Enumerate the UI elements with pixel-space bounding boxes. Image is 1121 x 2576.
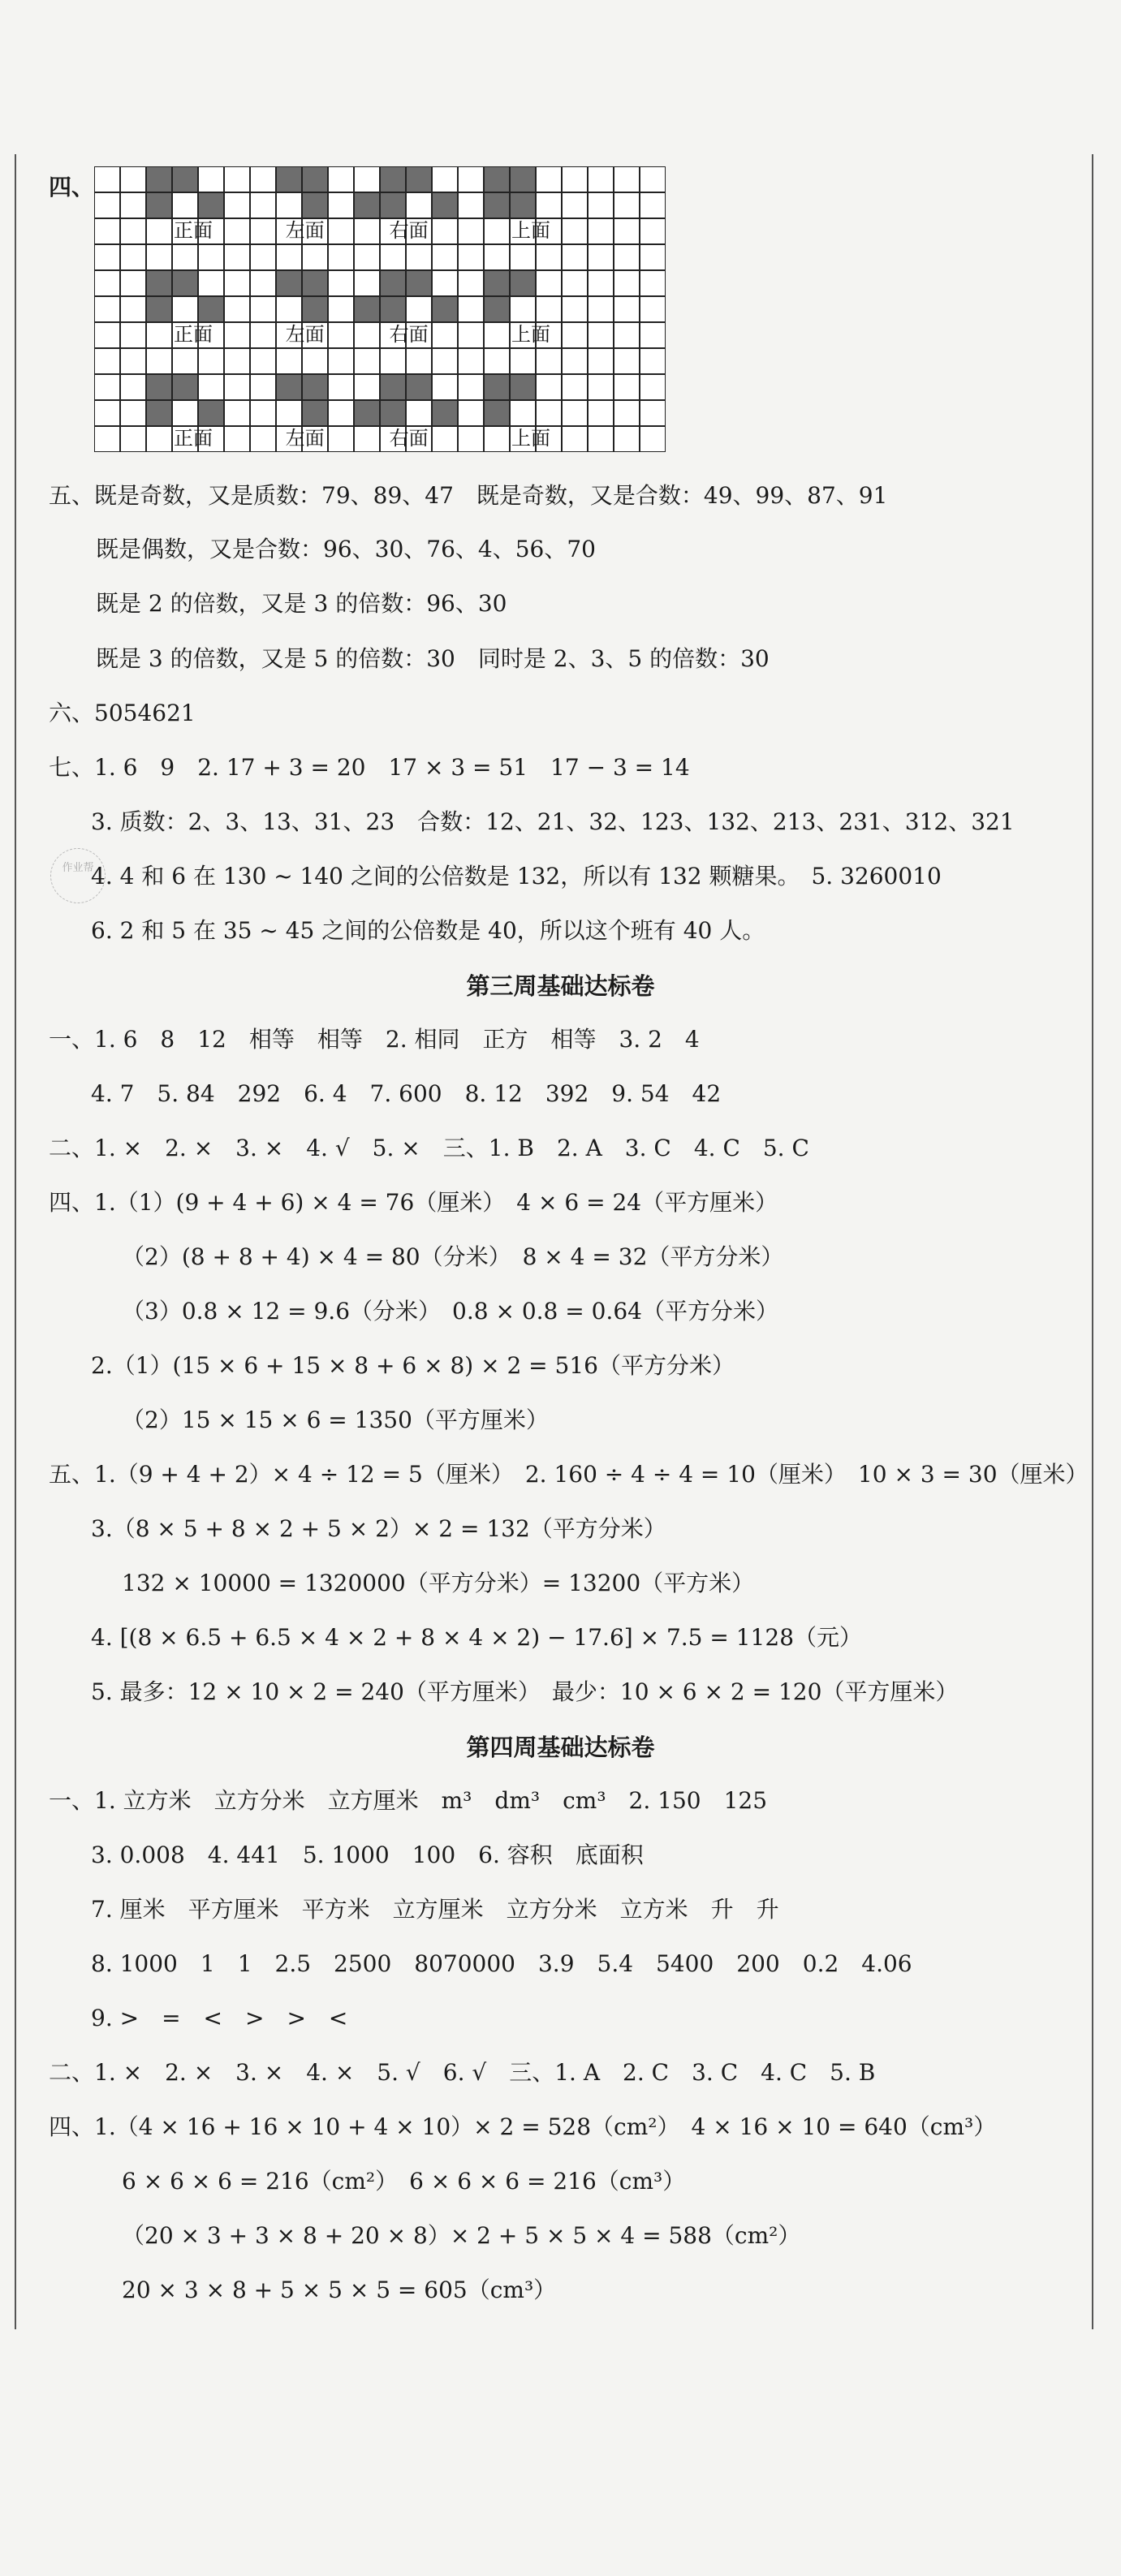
grid-cell: [250, 270, 276, 296]
page-left-rule: [15, 154, 16, 2329]
grid-cell: [94, 244, 120, 270]
grid-cell: [588, 374, 614, 400]
line-5-4: 既是 3 的倍数，又是 5 的倍数：30 同时是 2、3、5 的倍数：30: [96, 645, 770, 672]
grid-cell: [614, 374, 640, 400]
grid-cell: [198, 348, 224, 374]
grid-cell: [172, 296, 198, 322]
grid-cell: [224, 244, 250, 270]
grid-cell: [458, 348, 484, 374]
grid-cell: [562, 296, 588, 322]
grid-cell: [354, 348, 380, 374]
watermark-stamp: [50, 848, 106, 903]
grid-cell: [380, 400, 406, 426]
w3-line-9: 五、1.（9 + 4 + 2）× 4 ÷ 12 = 5（厘米） 2. 160 ÷ 4 ÷ 4 = 10（厘米） 10 × 3 = 30（厘米）: [49, 1461, 1089, 1488]
grid-cell: [562, 244, 588, 270]
view-label: 上面: [511, 219, 550, 242]
grid-cell: [484, 348, 510, 374]
page-right-rule: [1092, 154, 1093, 2329]
grid-cell: [198, 296, 224, 322]
grid-cell: [432, 218, 458, 244]
w4-line-9: （20 × 3 + 3 × 8 + 20 × 8）× 2 + 5 × 5 × 4 = 588（cm²）: [122, 2222, 801, 2249]
grid-cell: [250, 374, 276, 400]
grid-cell: [224, 166, 250, 192]
grid-cell: [198, 166, 224, 192]
grid-cell: [562, 374, 588, 400]
grid-cell: [172, 166, 198, 192]
grid-cell: [354, 400, 380, 426]
grid-cell: [406, 400, 432, 426]
grid-cell: [146, 218, 172, 244]
grid-cell: [458, 374, 484, 400]
grid-cell: [120, 218, 146, 244]
grid-cell: [250, 244, 276, 270]
grid-cell: [302, 270, 328, 296]
w3-line-7: 2.（1）(15 × 6 + 15 × 8 + 6 × 8) × 2 = 516（平方分米）: [91, 1352, 735, 1379]
grid-cell: [328, 244, 354, 270]
grid-cell: [146, 374, 172, 400]
grid-cell: [120, 426, 146, 452]
grid-cell: [380, 166, 406, 192]
grid-cell: [250, 296, 276, 322]
grid-cell: [406, 348, 432, 374]
grid-cell: [354, 166, 380, 192]
grid-cell: [536, 192, 562, 218]
grid-cell: [328, 296, 354, 322]
grid-cell: [562, 426, 588, 452]
grid-cell: [484, 374, 510, 400]
grid-cell: [640, 426, 666, 452]
grid-cell: [146, 192, 172, 218]
grid-cell: [354, 192, 380, 218]
grid-cell: [432, 348, 458, 374]
grid-cell: [94, 270, 120, 296]
grid-cell: [120, 296, 146, 322]
grid-cell: [510, 192, 536, 218]
grid-cell: [536, 374, 562, 400]
grid-cell: [640, 270, 666, 296]
grid-cell: [588, 348, 614, 374]
grid-cell: [328, 374, 354, 400]
grid-cell: [302, 244, 328, 270]
grid-cell: [302, 166, 328, 192]
grid-cell: [224, 270, 250, 296]
grid-cell: [614, 218, 640, 244]
grid-cell: [588, 400, 614, 426]
grid-cell: [484, 244, 510, 270]
grid-cell: [432, 270, 458, 296]
grid-cell: [146, 244, 172, 270]
grid-cell: [354, 426, 380, 452]
grid-cell: [120, 322, 146, 348]
grid-cell: [614, 400, 640, 426]
grid-cell: [120, 374, 146, 400]
grid-cell: [640, 244, 666, 270]
grid-cell: [354, 322, 380, 348]
grid-cell: [640, 296, 666, 322]
question-number: 四、: [49, 174, 95, 200]
w4-line-6: 二、1. × 2. × 3. × 4. × 5. √ 6. √ 三、1. A 2. C 3. C 4. C 5. B: [49, 2059, 876, 2086]
view-label: 右面: [389, 427, 429, 450]
grid-cell: [250, 166, 276, 192]
w3-line-1: 一、1. 6 8 12 相等 相等 2. 相同 正方 相等 3. 2 4: [49, 1026, 700, 1053]
w3-line-5: （2）(8 + 8 + 4) × 4 = 80（分米） 8 × 4 = 32（平方分米）: [122, 1243, 784, 1270]
grid-cell: [276, 270, 302, 296]
grid-cell: [146, 426, 172, 452]
grid-cell: [380, 296, 406, 322]
grid-cell: [458, 270, 484, 296]
grid-cell: [250, 192, 276, 218]
grid-cell: [276, 400, 302, 426]
grid-cell: [224, 322, 250, 348]
grid-cell: [224, 400, 250, 426]
grid-cell: [146, 296, 172, 322]
view-label: 右面: [389, 219, 429, 242]
line-7-6: 6. 2 和 5 在 35 ~ 45 之间的公倍数是 40，所以这个班有 40 人。: [91, 917, 765, 944]
grid-cell: [224, 296, 250, 322]
line-5-1: 五、既是奇数，又是质数：79、89、47 既是奇数，又是合数：49、99、87、91: [49, 482, 888, 509]
grid-cell: [250, 348, 276, 374]
grid-cell: [354, 270, 380, 296]
grid-cell: [458, 218, 484, 244]
grid-cell: [562, 348, 588, 374]
grid-cell: [146, 400, 172, 426]
grid-cell: [640, 192, 666, 218]
grid-cell: [120, 192, 146, 218]
grid-cell: [198, 374, 224, 400]
view-label: 正面: [174, 427, 213, 450]
grid-cell: [172, 374, 198, 400]
grid-cell: [328, 400, 354, 426]
w3-line-8: （2）15 × 15 × 6 = 1350（平方厘米）: [122, 1406, 549, 1433]
line-6: 六、5054621: [49, 700, 196, 726]
grid-cell: [250, 218, 276, 244]
grid-cell: [120, 400, 146, 426]
grid-cell: [172, 400, 198, 426]
grid-cell: [588, 218, 614, 244]
grid-cell: [510, 166, 536, 192]
grid-cell: [536, 400, 562, 426]
grid-cell: [484, 192, 510, 218]
grid-cell: [250, 322, 276, 348]
grid-cell: [536, 244, 562, 270]
grid-cell: [562, 322, 588, 348]
grid-cell: [614, 426, 640, 452]
grid-cell: [94, 374, 120, 400]
grid-cell: [536, 166, 562, 192]
grid-cell: [406, 270, 432, 296]
grid-cell: [458, 166, 484, 192]
grid-cell: [614, 348, 640, 374]
w4-line-7: 四、1.（4 × 16 + 16 × 10 + 4 × 10）× 2 = 528（cm²） 4 × 16 × 10 = 640（cm³）: [49, 2113, 997, 2140]
grid-cell: [276, 348, 302, 374]
grid-cell: [614, 166, 640, 192]
grid-cell: [640, 374, 666, 400]
grid-cell: [588, 322, 614, 348]
grid-cell: [224, 218, 250, 244]
grid-cell: [94, 192, 120, 218]
w3-line-13: 5. 最多：12 × 10 × 2 = 240（平方厘米） 最少：10 × 6 × 2 = 120（平方厘米）: [91, 1678, 959, 1705]
grid-cell: [458, 192, 484, 218]
grid-cell: [302, 374, 328, 400]
grid-cell: [94, 296, 120, 322]
grid-cell: [510, 244, 536, 270]
grid-cell: [146, 322, 172, 348]
w3-line-6: （3）0.8 × 12 = 9.6（分米） 0.8 × 0.8 = 0.64（平方分米）: [122, 1298, 778, 1325]
grid-cell: [146, 348, 172, 374]
grid-cell: [458, 322, 484, 348]
grid-cell: [354, 218, 380, 244]
grid-cell: [328, 166, 354, 192]
grid-cell: [302, 400, 328, 426]
w3-line-11: 132 × 10000 = 1320000（平方分米）= 13200（平方米）: [122, 1570, 755, 1596]
w3-line-10: 3.（8 × 5 + 8 × 2 + 5 × 2）× 2 = 132（平方分米）: [91, 1515, 666, 1542]
grid-cell: [94, 166, 120, 192]
grid-cell: [562, 192, 588, 218]
grid-cell: [536, 296, 562, 322]
grid-cell: [198, 400, 224, 426]
grid-cell: [484, 270, 510, 296]
grid-cell: [120, 348, 146, 374]
grid-cell: [536, 270, 562, 296]
grid-cell: [94, 426, 120, 452]
grid-cell: [146, 270, 172, 296]
grid-cell: [354, 374, 380, 400]
grid-cell: [432, 166, 458, 192]
grid-cell: [406, 244, 432, 270]
grid-cell: [510, 348, 536, 374]
grid-cell: [510, 270, 536, 296]
grid-cell: [640, 218, 666, 244]
grid-cell: [380, 244, 406, 270]
grid-cell: [380, 374, 406, 400]
grid-cell: [328, 426, 354, 452]
grid-cell: [276, 166, 302, 192]
grid-cell: [276, 374, 302, 400]
grid-cell: [172, 244, 198, 270]
grid-cell: [640, 400, 666, 426]
view-label: 正面: [174, 323, 213, 346]
view-label: 右面: [389, 323, 429, 346]
grid-cell: [354, 296, 380, 322]
grid-cell: [94, 322, 120, 348]
grid-cell: [484, 166, 510, 192]
grid-cell: [614, 270, 640, 296]
w4-line-8: 6 × 6 × 6 = 216（cm²） 6 × 6 × 6 = 216（cm³）: [122, 2168, 686, 2195]
grid-cell: [380, 192, 406, 218]
w4-line-10: 20 × 3 × 8 + 5 × 5 × 5 = 605（cm³）: [122, 2277, 557, 2303]
grid-cell: [458, 400, 484, 426]
grid-cell: [380, 348, 406, 374]
grid-cell: [302, 296, 328, 322]
grid-cell: [432, 322, 458, 348]
grid-cell: [432, 374, 458, 400]
grid-cell: [172, 348, 198, 374]
w3-line-12: 4. [(8 × 6.5 + 6.5 × 4 × 2 + 8 × 4 × 2) − 17.6] × 7.5 = 1128（元）: [91, 1624, 863, 1651]
grid-cell: [510, 400, 536, 426]
w4-line-3: 7. 厘米 平方厘米 平方米 立方厘米 立方分米 立方米 升 升: [91, 1896, 779, 1923]
grid-cell: [302, 348, 328, 374]
grid-cell: [614, 244, 640, 270]
grid-cell: [172, 192, 198, 218]
grid-cell: [432, 192, 458, 218]
grid-cell: [276, 296, 302, 322]
view-label: 上面: [511, 323, 550, 346]
grid-cell: [120, 270, 146, 296]
grid-cell: [484, 426, 510, 452]
w4-line-5: 9. > = < > > <: [91, 2005, 348, 2031]
w4-line-2: 3. 0.008 4. 441 5. 1000 100 6. 容积 底面积: [91, 1842, 644, 1868]
grid-cell: [354, 244, 380, 270]
grid-cell: [328, 348, 354, 374]
grid-cell: [224, 348, 250, 374]
grid-cell: [640, 322, 666, 348]
grid-cell: [94, 400, 120, 426]
grid-cell: [640, 166, 666, 192]
grid-cell: [588, 296, 614, 322]
w3-line-2: 4. 7 5. 84 292 6. 4 7. 600 8. 12 392 9. 54 42: [91, 1080, 722, 1107]
grid-cell: [224, 426, 250, 452]
grid-cell: [588, 166, 614, 192]
grid-cell: [250, 400, 276, 426]
grid-cell: [250, 426, 276, 452]
grid-cell: [120, 166, 146, 192]
grid-cell: [510, 374, 536, 400]
grid-cell: [328, 218, 354, 244]
grid-cell: [146, 166, 172, 192]
grid-cell: [510, 296, 536, 322]
grid-cell: [198, 244, 224, 270]
grid-cell: [562, 400, 588, 426]
view-label: 上面: [511, 427, 550, 450]
grid-cell: [198, 270, 224, 296]
grid-cell: [432, 244, 458, 270]
grid-cell: [120, 244, 146, 270]
w3-line-3: 二、1. × 2. × 3. × 4. √ 5. × 三、1. B 2. A 3. C 4. C 5. C: [49, 1135, 809, 1161]
grid-cell: [614, 322, 640, 348]
grid-cell: [406, 296, 432, 322]
line-5-3: 既是 2 的倍数，又是 3 的倍数：96、30: [96, 590, 507, 617]
grid-cell: [458, 426, 484, 452]
w4-line-4: 8. 1000 1 1 2.5 2500 8070000 3.9 5.4 5400 200 0.2 4.06: [91, 1950, 912, 1977]
grid-cell: [458, 244, 484, 270]
view-label: 正面: [174, 219, 213, 242]
grid-cell: [432, 426, 458, 452]
week3-title: 第三周基础达标卷: [466, 972, 655, 1000]
grid-cell: [562, 166, 588, 192]
grid-cell: [328, 192, 354, 218]
grid-cell: [276, 244, 302, 270]
grid-cell: [276, 192, 302, 218]
grid-cell: [224, 374, 250, 400]
grid-cell: [588, 244, 614, 270]
grid-cell: [406, 166, 432, 192]
week4-title: 第四周基础达标卷: [466, 1734, 655, 1761]
grid-cell: [484, 322, 510, 348]
view-label: 左面: [285, 219, 325, 242]
grid-cell: [406, 192, 432, 218]
grid-cell: [614, 296, 640, 322]
grid-cell: [588, 270, 614, 296]
grid-cell: [94, 348, 120, 374]
grid-cell: [588, 426, 614, 452]
grid-cell: [302, 192, 328, 218]
grid-cell: [198, 192, 224, 218]
view-label: 左面: [285, 323, 325, 346]
line-7-4: 4. 4 和 6 在 130 ~ 140 之间的公倍数是 132，所以有 132 颗糖果。 5. 3260010: [91, 863, 942, 890]
grid-cell: [588, 192, 614, 218]
grid-cell: [484, 400, 510, 426]
grid-cell: [172, 270, 198, 296]
grid-cell: [562, 218, 588, 244]
grid-cell: [406, 374, 432, 400]
grid-cell: [94, 218, 120, 244]
grid-cell: [458, 296, 484, 322]
w3-line-4: 四、1.（1）(9 + 4 + 6) × 4 = 76（厘米） 4 × 6 = 24（平方厘米）: [49, 1189, 778, 1216]
grid-cell: [562, 270, 588, 296]
line-7-3: 3. 质数：2、3、13、31、23 合数：12、21、32、123、132、213、231、312、321: [91, 808, 1015, 835]
grid-cell: [536, 348, 562, 374]
grid-cell: [484, 218, 510, 244]
line-7-1: 七、1. 6 9 2. 17 + 3 = 20 17 × 3 = 51 17 − 3 = 14: [49, 754, 690, 781]
line-5-2: 既是偶数，又是合数：96、30、76、4、56、70: [96, 536, 596, 562]
grid-cell: [328, 322, 354, 348]
grid-cell: [432, 400, 458, 426]
grid-cell: [640, 348, 666, 374]
grid-cell: [224, 192, 250, 218]
grid-cell: [484, 296, 510, 322]
stamp-text: 作业帮: [62, 862, 94, 874]
w4-line-1: 一、1. 立方米 立方分米 立方厘米 m³ dm³ cm³ 2. 150 125: [49, 1787, 768, 1814]
grid-cell: [328, 270, 354, 296]
grid-cell: [432, 296, 458, 322]
grid-cell: [614, 192, 640, 218]
view-label: 左面: [285, 427, 325, 450]
view-grid: [94, 166, 666, 452]
grid-cell: [380, 270, 406, 296]
